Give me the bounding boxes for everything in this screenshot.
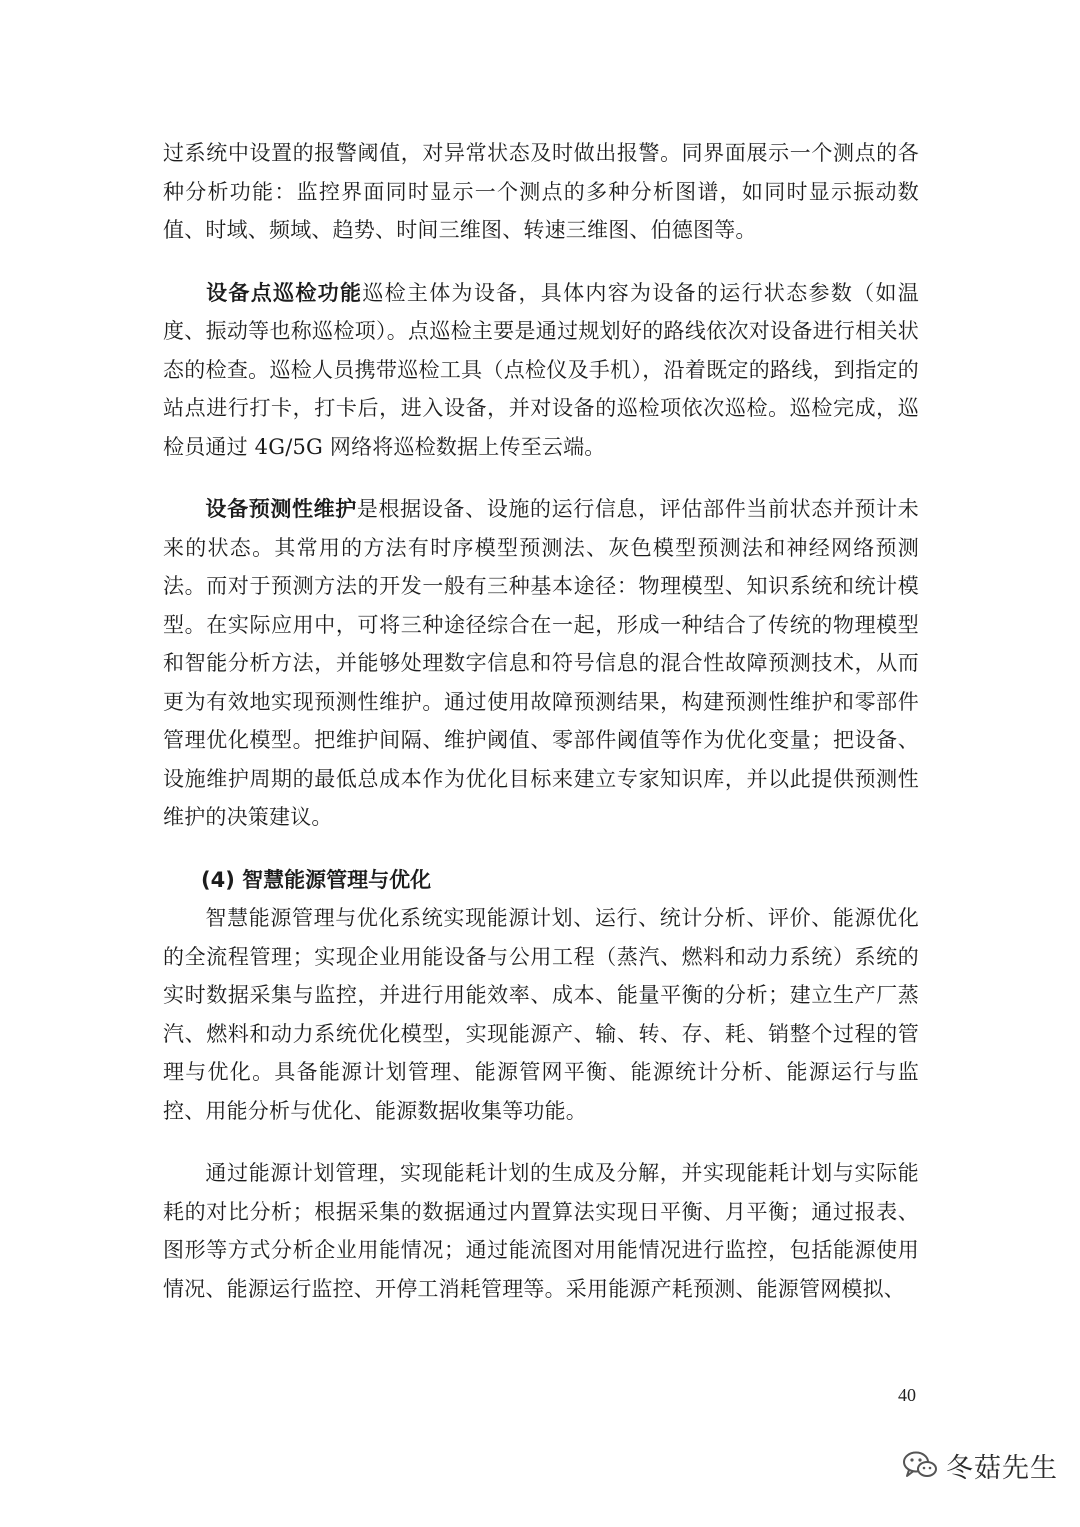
- watermark-text: 冬菇先生: [946, 1452, 1058, 1484]
- watermark: [902, 1440, 1058, 1490]
- term-predictive-maintenance: 设备预测性维护: [205, 497, 357, 521]
- paragraph-patrol-inspection: 设备点巡检功能巡检主体为设备，具体内容为设备的运行状态参数（如温度、振动等也称巡检项）。点巡检主要是通过规划好的路线依次对设备进行相关状态的检查。巡检人员携带巡检工具（点检仪及手机），沿着既定的路线，到指定的站点进行打卡，打卡后，进入设备，并对设备的巡检项依次巡检。巡检完成，巡检员通过 4G/5G 网络将巡检数据上传至云端。: [163, 280, 920, 459]
- paragraph-alarm-analysis: 过系统中设置的报警阈值，对异常状态及时做出报警。同界面展示一个测点的各种分析功能：监控界面同时显示一个测点的多种分析图谱，如同时显示振动数值、时域、频域、趋势、时间三维图、转速三维图、伯德图等。: [163, 141, 919, 242]
- paragraph-energy-management: 智慧能源管理与优化系统实现能源计划、运行、统计分析、评价、能源优化的全流程管理；实现企业用能设备与公用工程（蒸汽、燃料和动力系统）系统的实时数据采集与监控，并进行用能效率、成本、能量平衡的分析；建立生产厂蒸汽、燃料和动力系统优化模型，实现能源产、输、转、存、耗、销整个过程的管理与优化。具备能源计划管理、能源管网平衡、能源统计分析、能源运行与监控、用能分析与优化、能源数据收集等功能。: [163, 906, 919, 1123]
- paragraph-energy-planning: 通过能源计划管理，实现能耗计划的生成及分解，并实现能耗计划与实际能耗的对比分析；根据采集的数据通过内置算法实现日平衡、月平衡；通过报表、图形等方式分析企业用能情况；通过能流图对用能情况进行监控，包括能源使用情况、能源运行监控、开停工消耗管理等。采用能源产耗预测、能源管网模拟、: [163, 1161, 919, 1301]
- term-patrol-inspection: 设备点巡检功能: [205, 280, 363, 305]
- section-heading: (4) 智慧能源管理与优化: [201, 867, 432, 892]
- wechat-icon: [902, 1450, 938, 1480]
- page-number: 40: [898, 1385, 916, 1405]
- paragraph-predictive-maintenance: 设备预测性维护是根据设备、设施的运行信息，评估部件当前状态并预计未来的状态。其常用的方法有时序模型预测法、灰色模型预测法和神经网络预测法。而对于预测方法的开发一般有三种基本途径：物理模型、知识系统和统计模型。在实际应用中，可将三种途径综合在一起，形成一种结合了传统的物理模型和智能分析方法，并能够处理数字信息和符号信息的混合性故障预测技术，从而更为有效地实现预测性维护。通过使用故障预测结果，构建预测性维护和零部件管理优化模型。把维护间隔、维护阈值、零部件阈值等作为优化变量；把设备、设施维护周期的最低总成本作为优化目标来建立专家知识库，并以此提供预测性维护的决策建议。: [163, 497, 919, 829]
- page-content: [163, 134, 919, 1308]
